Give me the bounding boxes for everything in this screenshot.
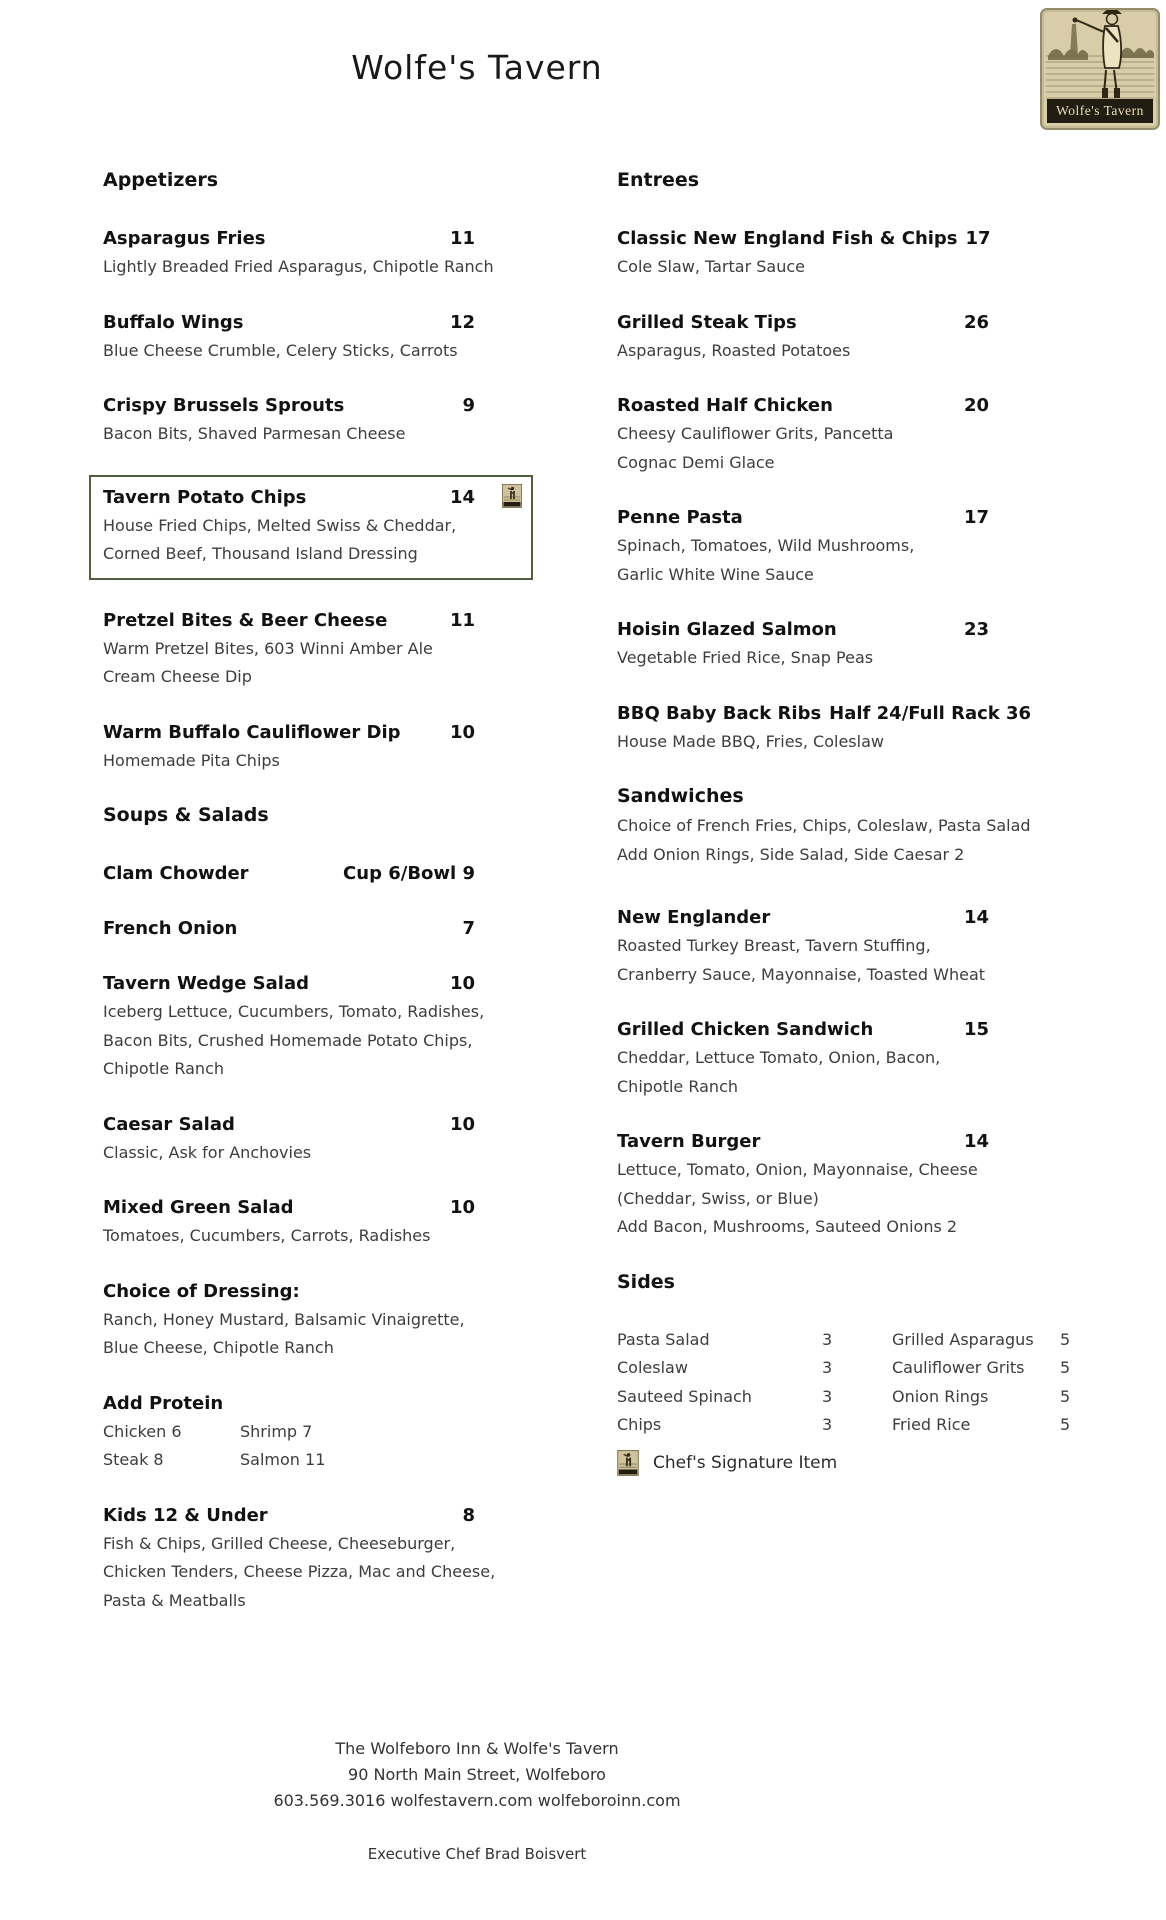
side-item-price: 3 [822, 1415, 833, 1434]
menu-item-price: 10 [449, 721, 475, 743]
menu-item-price: 12 [449, 311, 475, 333]
menu-item-price: 14 [449, 486, 475, 508]
signature-legend [617, 1450, 989, 1476]
protein-option: Salmon 11 [240, 1450, 326, 1469]
menu-item [617, 699, 1032, 757]
menu-item [103, 1389, 475, 1475]
protein-options [103, 1418, 475, 1475]
menu-item-desc: Lettuce, Tomato, Onion, Mayonnaise, Cheese [617, 1160, 978, 1179]
menu-item-row [103, 969, 475, 998]
menu-item-name: Clam Chowder [103, 863, 249, 884]
menu-column-right [617, 166, 1071, 1476]
menu-item-name: Add Protein [103, 1392, 224, 1414]
side-item-price: 3 [822, 1386, 833, 1406]
menu-item-desc: House Made BBQ, Fries, Coleslaw [617, 731, 884, 751]
menu-item-row [103, 1389, 475, 1418]
menu-item-row [617, 308, 989, 337]
menu-item-name: Penne Pasta [617, 507, 743, 528]
menu-item-desc: Asparagus, Roasted Potatoes [617, 340, 851, 360]
menu-item-name: French Onion [103, 918, 238, 939]
menu-item-name: Choice of Dressing: [103, 1280, 300, 1302]
menu-section [617, 1268, 1071, 1440]
menu-item-price: 10 [449, 1113, 475, 1135]
menu-section [617, 782, 1031, 1242]
menu-item-name: Caesar Salad [103, 1113, 235, 1135]
menu-item-desc: Garlic White Wine Sauce [617, 564, 814, 584]
menu-item-row [103, 606, 475, 635]
menu-item [103, 914, 475, 943]
menu-item-desc: Corned Beef, Thousand Island Dressing [103, 544, 418, 563]
menu-item-row [617, 1015, 989, 1044]
side-item-price: 3 [822, 1329, 833, 1349]
menu-section [103, 166, 494, 775]
logo-banner-text: Wolfe's Tavern [1047, 99, 1153, 123]
menu-item-desc: Spinach, Tomatoes, Wild Mushrooms, [617, 536, 915, 555]
side-item-name: Fried Rice [892, 1415, 971, 1434]
menu-item-desc: Vegetable Fried Rice, Snap Peas [617, 648, 874, 667]
menu-item-row [103, 1501, 475, 1530]
menu-item [617, 1127, 989, 1242]
footer-line: 603.569.3016 wolfestavern.com wolfeboroinn.com [273, 1791, 681, 1810]
menu-item-row [617, 615, 989, 644]
chefs-signature-icon [617, 1450, 639, 1476]
menu-item-price: 9 [462, 395, 475, 416]
menu-item-row [617, 1127, 989, 1156]
section-note-line: Choice of French Fries, Chips, Coleslaw, Pasta Salad [617, 816, 1031, 835]
menu-item [103, 308, 475, 366]
side-item-name: Onion Rings [892, 1386, 989, 1406]
sides-list [617, 1326, 1077, 1440]
chefs-signature-icon [502, 484, 522, 508]
tavern-logo [1040, 8, 1160, 130]
menu-item-desc: Cream Cheese Dip [103, 667, 252, 686]
menu-item-desc: Cranberry Sauce, Mayonnaise, Toasted Wheat [617, 964, 986, 984]
menu-item-desc: Blue Cheese Crumble, Celery Sticks, Carrots [103, 340, 458, 360]
menu-item-desc: Bacon Bits, Crushed Homemade Potato Chips, [103, 1030, 473, 1050]
menu-item-desc: Blue Cheese, Chipotle Ranch [103, 1338, 334, 1357]
side-item-price: 5 [1060, 1415, 1071, 1434]
menu-item-row [617, 503, 989, 532]
footer [0, 1736, 954, 1867]
menu-item-row [103, 859, 475, 888]
menu-item-desc: Iceberg Lettuce, Cucumbers, Tomato, Radishes, [103, 1002, 485, 1021]
menu-item-row [103, 224, 475, 253]
menu-item-price: 10 [449, 1197, 475, 1218]
protein-option: Steak 8 [103, 1450, 164, 1469]
menu-item-name: Grilled Steak Tips [617, 311, 797, 333]
menu-item-name: Kids 12 & Under [103, 1504, 268, 1526]
menu-item-name: Mixed Green Salad [103, 1197, 294, 1218]
menu-item [617, 1015, 989, 1101]
side-item-price: 3 [822, 1358, 833, 1377]
protein-option: Shrimp 7 [240, 1421, 313, 1441]
menu-item-name: Hoisin Glazed Salmon [617, 619, 837, 640]
menu-item-price: 15 [963, 1019, 989, 1040]
menu-item-price: 23 [963, 619, 989, 640]
menu-item-price: 26 [963, 311, 989, 333]
menu-item-price: 14 [963, 907, 989, 928]
footer-chef-line: Executive Chef Brad Boisvert [367, 1845, 587, 1863]
menu-item [103, 859, 475, 888]
page-title: Wolfe's Tavern [351, 48, 603, 87]
menu-item-price: Half 24/Full Rack 36 [829, 702, 1032, 724]
section-note [617, 812, 1031, 869]
section-heading: Soups & Salads [103, 804, 269, 826]
menu-item-name: Grilled Chicken Sandwich [617, 1019, 874, 1040]
menu-item [617, 903, 989, 989]
menu-item-desc: Cheesy Cauliflower Grits, Pancetta [617, 424, 894, 443]
menu-item [103, 606, 475, 692]
menu-item-row [103, 914, 475, 943]
footer-line: 90 North Main Street, Wolfeboro [348, 1765, 606, 1784]
menu-item-desc: Lightly Breaded Fried Asparagus, Chipotle Ranch [103, 257, 494, 276]
side-item-name: Cauliflower Grits [892, 1358, 1025, 1377]
menu-item-desc: Pasta & Meatballs [103, 1590, 246, 1610]
menu-item [617, 391, 989, 477]
menu-item-price: 17 [965, 228, 991, 249]
menu-item-name: Tavern Potato Chips [103, 486, 307, 508]
menu-item [617, 308, 989, 366]
menu-item [103, 224, 494, 282]
menu-item-desc: (Cheddar, Swiss, or Blue) [617, 1188, 819, 1208]
menu-item-price: 14 [963, 1131, 989, 1152]
menu-item-desc: Cheddar, Lettuce Tomato, Onion, Bacon, [617, 1048, 941, 1067]
menu-item-name: Pretzel Bites & Beer Cheese [103, 609, 388, 631]
side-item-name: Coleslaw [617, 1358, 688, 1377]
side-item-name: Pasta Salad [617, 1329, 710, 1349]
menu-item-row [617, 699, 1032, 728]
menu-item [103, 1193, 475, 1251]
tavern-logo-illustration [1042, 10, 1158, 102]
menu-item-price: 20 [963, 395, 989, 416]
menu-item-name: Tavern Burger [617, 1131, 761, 1152]
menu-item-row [103, 483, 475, 512]
side-item-name: Chips [617, 1415, 662, 1434]
menu-item-row [617, 903, 989, 932]
menu-item [103, 969, 485, 1084]
menu-item-row [103, 718, 475, 747]
menu-item-price: Cup 6/Bowl 9 [343, 863, 475, 884]
footer-line: The Wolfeboro Inn & Wolfe's Tavern [335, 1739, 619, 1758]
menu-item [103, 391, 475, 449]
menu-item-row [617, 391, 989, 420]
menu-section [103, 801, 496, 1615]
menu-item [617, 615, 989, 673]
menu-item-desc: Cole Slaw, Tartar Sauce [617, 257, 805, 276]
menu-item-row [103, 391, 475, 420]
menu-item-desc: Warm Pretzel Bites, 603 Winni Amber Ale [103, 638, 433, 658]
menu-item-price: 10 [449, 973, 475, 994]
menu-item-desc: Classic, Ask for Anchovies [103, 1142, 312, 1162]
menu-item [103, 718, 475, 776]
side-item-name: Grilled Asparagus [892, 1329, 1034, 1349]
menu-item-name: Warm Buffalo Cauliflower Dip [103, 721, 401, 743]
menu-item-desc: Tomatoes, Cucumbers, Carrots, Radishes [103, 1226, 431, 1245]
menu-item-price: 8 [462, 1504, 475, 1526]
menu-item-desc: Chipotle Ranch [103, 1059, 224, 1078]
section-heading: Appetizers [103, 169, 219, 191]
menu-item-desc: Roasted Turkey Breast, Tavern Stuffing, [617, 936, 931, 955]
menu-item-price: 11 [449, 228, 475, 249]
section-heading: Sandwiches [617, 785, 744, 807]
menu-item-desc: Chicken Tenders, Cheese Pizza, Mac and Cheese, [103, 1562, 496, 1581]
side-item-name: Sauteed Spinach [617, 1386, 752, 1406]
menu-item-desc: House Fried Chips, Melted Swiss & Cheddar, [103, 515, 457, 535]
menu-item-name: BBQ Baby Back Ribs [617, 702, 822, 724]
menu-item-price: 17 [963, 507, 989, 528]
menu-item-name: Classic New England Fish & Chips [617, 228, 958, 249]
menu-item-row [103, 1277, 475, 1306]
menu-item-name: Roasted Half Chicken [617, 395, 833, 416]
side-item-price: 5 [1060, 1329, 1071, 1349]
protein-option: Chicken 6 [103, 1421, 182, 1441]
menu-item-name: Tavern Wedge Salad [103, 973, 309, 994]
menu-item [617, 503, 989, 589]
side-item-price: 5 [1060, 1358, 1071, 1377]
menu-item-name: New Englander [617, 907, 771, 928]
section-heading: Entrees [617, 169, 700, 191]
menu-item [103, 1501, 496, 1616]
menu-item-row [103, 1193, 475, 1222]
menu-item [103, 1110, 475, 1168]
section-note-line: Add Onion Rings, Side Salad, Side Caesar 2 [617, 844, 965, 864]
menu-item-name: Asparagus Fries [103, 228, 266, 249]
section-heading: Sides [617, 1270, 675, 1293]
menu-item [617, 224, 989, 282]
menu-section [617, 166, 1032, 756]
menu-item-name: Crispy Brussels Sprouts [103, 395, 345, 416]
menu-item-desc: Chipotle Ranch [617, 1076, 738, 1096]
menu-item-desc: Add Bacon, Mushrooms, Sauteed Onions 2 [617, 1217, 958, 1236]
menu-item-name: Buffalo Wings [103, 311, 244, 333]
menu-item-desc: Bacon Bits, Shaved Parmesan Cheese [103, 424, 406, 443]
menu-item-row [617, 224, 989, 253]
menu-item-price: 7 [462, 918, 475, 939]
menu-item-price: 11 [449, 609, 475, 631]
menu-item-desc: Fish & Chips, Grilled Cheese, Cheeseburger, [103, 1533, 456, 1553]
menu-item-desc: Cognac Demi Glace [617, 452, 775, 472]
menu-item-desc: Homemade Pita Chips [103, 750, 280, 770]
menu-item-desc: Ranch, Honey Mustard, Balsamic Vinaigrette, [103, 1309, 465, 1329]
menu-item-row [103, 308, 475, 337]
side-item-price: 5 [1060, 1386, 1071, 1406]
signature-legend-label: Chef's Signature Item [653, 1452, 838, 1473]
menu-item [103, 1277, 475, 1363]
menu-item [89, 475, 533, 580]
menu-item-row [103, 1110, 475, 1139]
menu-column-left [103, 166, 496, 1641]
